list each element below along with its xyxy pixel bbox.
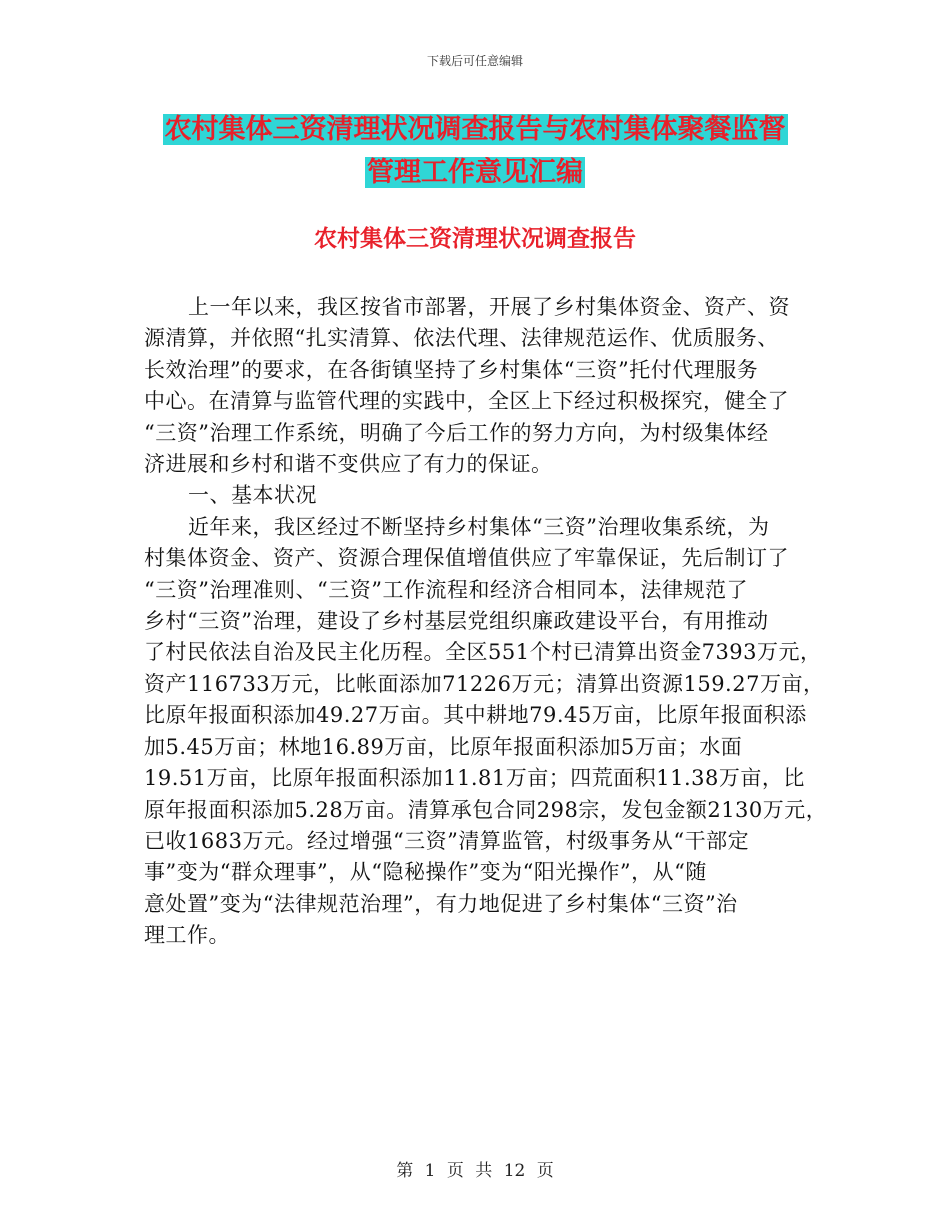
body-line: 源清算，并依照“扎实清算、依法代理、法律规范运作、优质服务、 — [144, 326, 779, 351]
body-line: 村集体资金、资产、资源合理保值增值供应了牢靠保证，先后制订了 — [144, 546, 789, 571]
document-title-line-1 — [0, 110, 950, 150]
body-line: 济进展和乡村和谐不变供应了有力的保证。 — [144, 452, 553, 477]
body-line: 乡村“三资”治理，建设了乡村基层党组织廉政建设平台，有用推动 — [144, 609, 769, 634]
body-text — [144, 292, 828, 952]
body-line: 事”变为“群众理事”，从“隐秘操作”变为“阳光操作”，从“随 — [144, 860, 707, 885]
body-line: 资产116733万元，比帐面添加71226万元；清算出资源159.27万亩， — [144, 671, 825, 696]
body-line: 理工作。 — [144, 923, 230, 948]
body-line: 加5.45万亩；林地16.89万亩，比原年报面积添加5万亩；水面 — [144, 734, 743, 759]
body-line: “三资”治理工作系统，明确了今后工作的努力方向，为村级集体经 — [144, 420, 769, 445]
body-line: 了村民依法自治及民主化历程。全区551个村已清算出资金7393万元， — [144, 640, 822, 665]
header-note: 下载后可任意编辑 — [426, 54, 523, 68]
body-line: 已收1683万元。经过增强“三资”清算监管，村级事务从“干部定 — [144, 828, 750, 853]
document-title-text-2: 管理工作意见汇编 — [367, 157, 583, 188]
document-title-text-1: 农村集体三资清理状况调查报告与农村集体聚餐监督 — [164, 114, 786, 145]
section-title: 农村集体三资清理状况调查报告 — [314, 226, 636, 252]
body-line: 中心。在清算与监管代理的实践中，全区上下经过积极探究，健全了 — [144, 389, 789, 414]
page-footer: 第 1 页 共 12 页 — [396, 1161, 554, 1181]
document-title-line-2 — [0, 153, 950, 193]
body-line: 上一年以来，我区按省市部署，开展了乡村集体资金、资产、资 — [188, 295, 790, 319]
body-line: 比原年报面积添加49.27万亩。其中耕地79.45万亩，比原年报面积添 — [144, 703, 807, 728]
section-heading: 一、基本状况 — [188, 483, 317, 508]
body-line: 19.51万亩，比原年报面积添加11.81万亩；四荒面积11.38万亩，比 — [144, 766, 805, 791]
body-line: “三资”治理准则、“三资”工作流程和经济合相同本，法律规范了 — [144, 577, 748, 602]
body-line: 近年来，我区经过不断坚持乡村集体“三资”治理收集系统，为 — [188, 514, 770, 539]
body-line: 意处置”变为“法律规范治理”，有力地促进了乡村集体“三资”治 — [144, 891, 738, 916]
body-line: 长效治理”的要求，在各街镇坚持了乡村集体“三资”托付代理服务 — [144, 357, 759, 382]
body-line: 原年报面积添加5.28万亩。清算承包合同298宗，发包金额2130万元， — [144, 797, 828, 822]
